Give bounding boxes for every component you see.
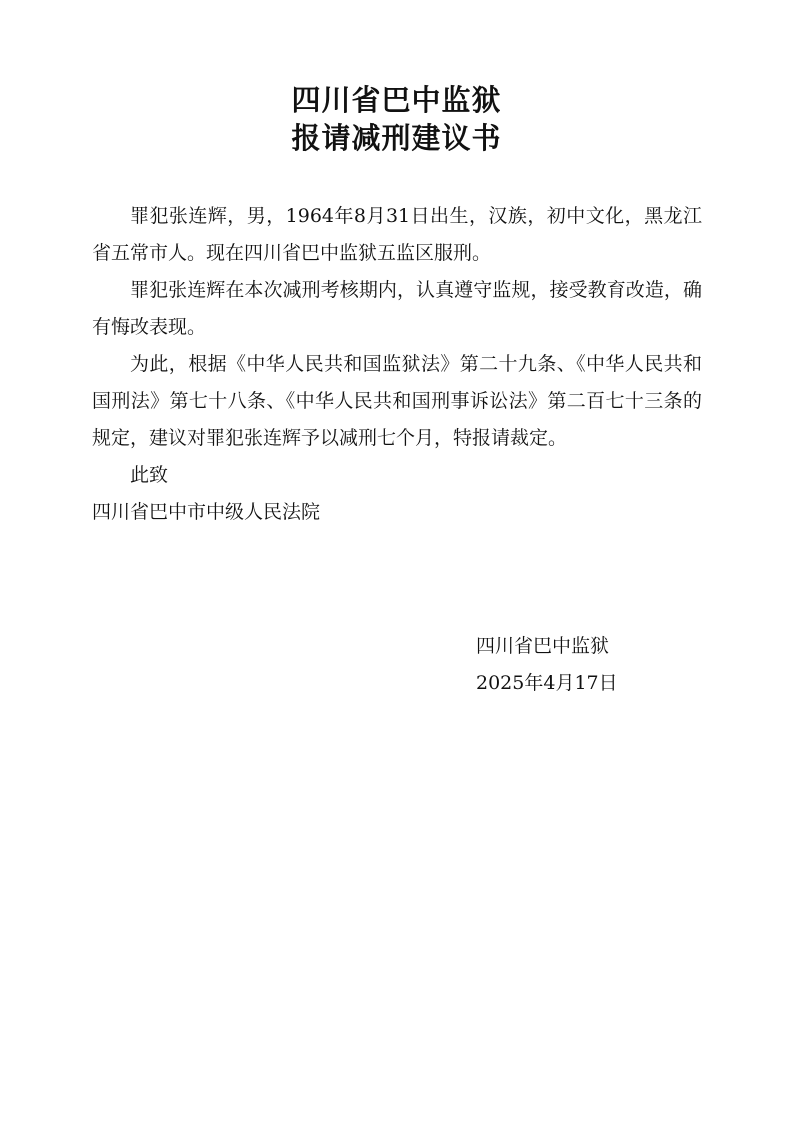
paragraph-legal-basis: 为此，根据《中华人民共和国监狱法》第二十九条、《中华人民共和国刑法》第七十八条、《中华人民共和国刑事诉讼法》第二百七十三条的规定，建议对罪犯张连辉予以减刑七个月，特报请裁定。 (92, 353, 702, 449)
signature-organization: 四川省巴中监狱 (476, 635, 610, 657)
signature-date: 2025年4月17日 (476, 672, 618, 694)
document-body (92, 198, 702, 531)
signature-block (476, 628, 618, 702)
salutation: 此致 (130, 464, 169, 486)
paragraph-assessment: 罪犯张连辉在本次减刑考核期内，认真遵守监规，接受教育改造，确有悔改表现。 (92, 279, 702, 338)
document-title-line-1: 四川省巴中监狱 (291, 83, 502, 117)
addressee: 四川省巴中市中级人民法院 (92, 501, 321, 523)
paragraph-criminal-info: 罪犯张连辉，男，1964年8月31日出生，汉族，初中文化，黑龙江省五常市人。现在四川省巴中监狱五监区服刑。 (92, 205, 702, 264)
document-title-line-2: 报请减刑建议书 (291, 121, 502, 155)
